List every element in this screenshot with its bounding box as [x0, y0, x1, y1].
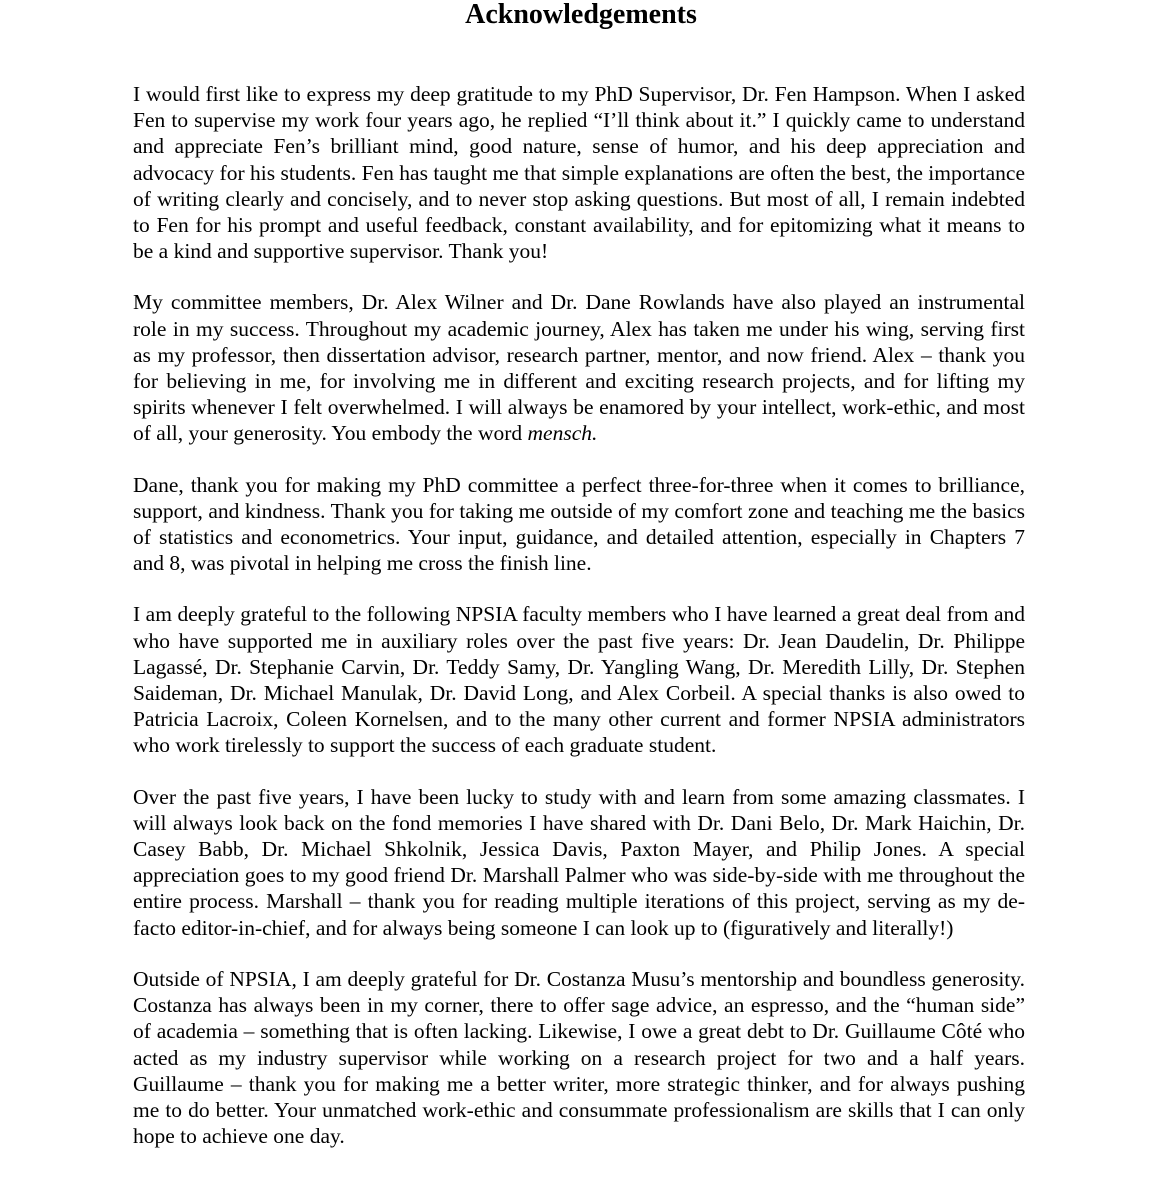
paragraph-faculty: I am deeply grateful to the following NPSIA faculty members who I have learned a great deal from and who have supported me in auxiliary roles over the past five years: Dr. Jean Daudelin, Dr. Philippe Lagassé, Dr. Stephanie Carvin, Dr. Teddy Samy, Dr. Yangling Wang, Dr. Meredith Lilly, Dr. Stephen Saideman, Dr. Michael Manulak, Dr. David Long, and Alex Corbeil. A special thanks is also owed to Patricia Lacroix, Coleen Kornelsen, and to the many other current and former NPSIA administrators who work tirelessly to support the success of each graduate student. [133, 602, 1025, 758]
paragraph-dane: Dane, thank you for making my PhD committee a perfect three-for-three when it comes to brilliance, support, and kindness. Thank you for taking me outside of my comfort zone and teaching me the basics of statistics and econometrics. Your input, guidance, and detailed attention, especially in Chapters 7 and 8, was pivotal in helping me cross the finish line. [133, 472, 1025, 576]
page-title: Acknowledgements [465, 0, 697, 30]
paragraph-committee-text: My committee members, Dr. Alex Wilner and Dr. Dane Rowlands have also played an instrumental role in my success. Throughout my academic journey, Alex has taken me under his wing, serving first as my professor, then dissertation advisor, research partner, mentor, and now friend. Alex – thank you for believing in me, for involving me in different and exciting research projects, and for lifting my spirits whenever I felt overwhelmed. I will always be enamored by your intellect, work-ethic, and most of all, your generosity. You embody the word [133, 290, 1025, 446]
paragraph-outside-npsia: Outside of NPSIA, I am deeply grateful for Dr. Costanza Musu’s mentorship and boundless generosity. Costanza has always been in my corner, there to offer sage advice, an espresso, and the “human side” of academia – something that is often lacking. Likewise, I owe a great debt to Dr. Guillaume Côté who acted as my industry supervisor while working on a research project for two and a half years. Guillaume – thank you for making me a better writer, more strategic thinker, and for always pushing me to do better. Your unmatched work-ethic and consummate professionalism are skills that I can only hope to achieve one day. [133, 966, 1025, 1149]
emphasis-mensch: mensch. [527, 421, 598, 446]
paragraph-supervisor: I would first like to express my deep gratitude to my PhD Supervisor, Dr. Fen Hampson. When I asked Fen to supervise my work four years ago, he replied “I’ll think about it.” I quickly came to understand and appreciate Fen’s brilliant mind, good nature, sense of humor, and his deep appreciation and advocacy for his students. Fen has taught me that simple explanations are often the best, the importance of writing clearly and concisely, and to never stop asking questions. But most of all, I remain indebted to Fen for his prompt and useful feedback, constant availability, and for epitomizing what it means to be a kind and supportive supervisor. Thank you! [133, 82, 1025, 264]
document-body [133, 81, 1025, 1149]
paragraph-committee [133, 289, 1025, 446]
paragraph-classmates: Over the past five years, I have been lucky to study with and learn from some amazing classmates. I will always look back on the fond memories I have shared with Dr. Dani Belo, Dr. Mark Haichin, Dr. Casey Babb, Dr. Michael Shkolnik, Jessica Davis, Paxton Mayer, and Philip Jones. A special appreciation goes to my good friend Dr. Marshall Palmer who was side-by-side with me throughout the entire process. Marshall – thank you for reading multiple iterations of this project, serving as my de-facto editor-in-chief, and for always being someone I can look up to (figuratively and literally!) [133, 784, 1025, 940]
